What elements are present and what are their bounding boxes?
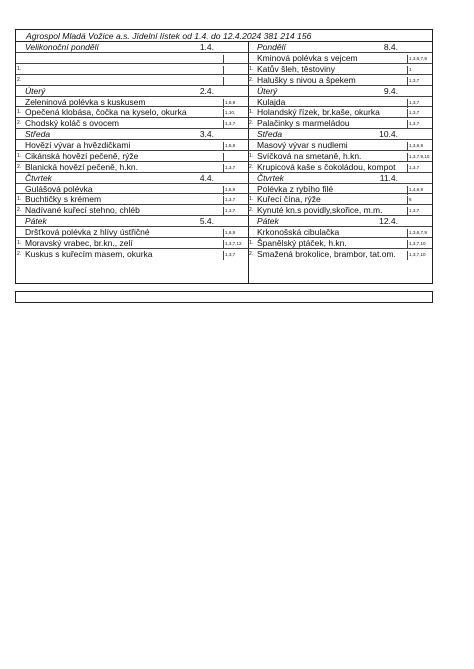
allergens: 1,3,6,7,9: [407, 229, 431, 238]
day-name: Úterý: [257, 85, 278, 96]
allergens: [223, 55, 247, 64]
allergens: 1,6,9: [223, 142, 247, 151]
dish-number: 2.: [249, 120, 254, 127]
day-header-row: [248, 42, 432, 53]
menu-item-row: [248, 64, 432, 75]
dish-name: Španělský ptáček, h.kn.: [257, 237, 347, 248]
allergens: 1,3,7: [407, 99, 431, 108]
dish-number: 2.: [17, 207, 22, 214]
menu-item-row: [248, 118, 432, 129]
dish-name: Kuřecí čína, rýže: [257, 194, 321, 205]
day-name: Středa: [25, 129, 51, 140]
menu-item-row: [16, 194, 248, 205]
dish-name: Smažená brokolice, brambor, tat.om.: [257, 248, 396, 259]
day-name: Pondělí: [257, 42, 286, 52]
day-header-row: [16, 216, 248, 227]
menu-item-row: [16, 118, 248, 129]
menu-item-row: [248, 107, 432, 118]
menu-title: Agrospol Mladá Vožice a.s. Jídelní lístek od 1.4. do 12.4.2024 381 214 156: [16, 30, 432, 42]
menu-item-row: [248, 227, 432, 238]
dish-name: Kuskus s kuřecím masem, okurka: [25, 248, 153, 259]
day-date: 12.4.: [379, 216, 398, 227]
day-name: Pátek: [257, 216, 279, 227]
dish-name: Svíčková na smetaně, h.kn.: [257, 150, 362, 161]
dish-name: Gulášová polévka: [25, 183, 93, 194]
allergens: 1,3,7: [223, 251, 247, 260]
dish-name: Hovězí vývar a hvězdičkami: [25, 140, 131, 151]
dish-number: 2.: [249, 76, 254, 83]
dish-name: Opečená klobása, čočka na kyselo, okurka: [25, 107, 187, 118]
menu-item-row: [248, 162, 432, 173]
day-date: 2.4.: [199, 85, 214, 96]
allergens: [223, 77, 247, 86]
dish-name: Blanická hovězí pečeně, h.kn.: [25, 161, 138, 172]
allergens: 1,3,7,10: [407, 251, 431, 260]
menu-sheet: [15, 29, 433, 284]
dish-name: Krkonošská cibulačka: [257, 227, 340, 238]
allergens: 1,6,9: [223, 229, 247, 238]
menu-item-row: [248, 140, 432, 151]
allergens: 1,3,7: [223, 164, 247, 173]
dish-number: 2.: [17, 163, 22, 170]
allergens: 1,3,6,9: [407, 142, 431, 151]
allergens: 1,4,6,9: [407, 186, 431, 195]
day-date: 4.4.: [199, 172, 214, 183]
allergens: 1,3,7: [407, 120, 431, 129]
menu-item-row: [16, 97, 248, 108]
day-header-row: [248, 129, 432, 140]
day-date: 5.4.: [199, 216, 214, 227]
allergens: [223, 66, 247, 75]
menu-item-row: [248, 238, 432, 249]
dish-number: 2.: [249, 250, 254, 257]
allergens: [223, 153, 247, 162]
menu-item-row: [16, 151, 248, 162]
day-header-row: [16, 86, 248, 97]
dish-number: 2.: [17, 76, 22, 83]
menu-item-row: [16, 53, 248, 64]
day-header-row: [16, 173, 248, 184]
allergens: 1,3,7: [407, 109, 431, 118]
menu-item-row: [16, 238, 248, 249]
menu-item-row: [16, 227, 248, 238]
empty-note-box: [15, 291, 433, 303]
dish-number: 1.: [17, 109, 22, 116]
allergens: 1,3,7: [223, 196, 247, 205]
menu-item-row: [16, 184, 248, 195]
dish-name: Moravský vrabec, br.kn., zelí: [25, 237, 133, 248]
dish-name: Zeleninová polévka s kuskusem: [25, 96, 146, 107]
dish-name: Krupicová kaše s čokoládou, kompot: [257, 161, 396, 172]
allergens: 1,3,7,10: [407, 240, 431, 249]
allergens: 1,6,9: [223, 186, 247, 195]
day-date: 3.4.: [199, 129, 214, 140]
menu-item-row: [248, 249, 432, 260]
menu-item-row: [16, 162, 248, 173]
dish-number: 1.: [249, 109, 254, 116]
dish-number: 1.: [249, 196, 254, 203]
menu-item-row: [16, 140, 248, 151]
allergens: 1,10,: [223, 109, 247, 118]
dish-number: 2.: [249, 163, 254, 170]
dish-number: 1.: [249, 152, 254, 159]
dish-name: Cikánská hovězí pečeně, rýže: [25, 150, 139, 161]
allergens: 1,3,6,7,9: [407, 55, 431, 64]
menu-item-row: [16, 75, 248, 86]
allergens: 1,3,7,9,10: [407, 153, 431, 162]
day-date: 8.4.: [383, 42, 398, 52]
menu-item-row: [16, 64, 248, 75]
dish-number: 2.: [17, 120, 22, 127]
menu-item-row: [16, 205, 248, 216]
allergens: 1,3,7,12: [223, 240, 247, 249]
day-name: Čtvrtek: [25, 172, 52, 183]
dish-number: 1.: [17, 239, 22, 246]
day-date: 1.4.: [199, 42, 214, 52]
dish-name: Chodský koláč s ovocem: [25, 118, 120, 129]
day-name: Čtvrtek: [257, 172, 284, 183]
allergens: 1,3,7: [223, 120, 247, 129]
day-date: 11.4.: [379, 172, 398, 183]
dish-name: Palačinky s marmeládou: [257, 118, 350, 129]
day-date: 10.4.: [379, 129, 398, 140]
menu-item-row: [248, 97, 432, 108]
dish-number: 1.: [17, 65, 22, 72]
day-name: Pátek: [25, 216, 47, 227]
day-header-row: [248, 216, 432, 227]
dish-name: Katův šleh, těstoviny: [257, 63, 335, 74]
dish-name: Masový vývar s nudlemi: [257, 140, 348, 151]
dish-name: Kulajda: [257, 96, 286, 107]
day-name: Středa: [257, 129, 283, 140]
week-1-column: [16, 42, 249, 283]
allergens: 1,3,7: [407, 207, 431, 216]
day-name: Velikonoční pondělí: [25, 42, 99, 52]
day-header-row: [248, 86, 432, 97]
menu-item-row: [248, 194, 432, 205]
dish-name: Dršťková polévka z hlívy ústřičné: [25, 227, 150, 238]
allergens: 1,3,7: [407, 164, 431, 173]
dish-name: Polévka z rybího filé: [257, 183, 334, 194]
dish-number: 1.: [249, 239, 254, 246]
menu-item-row: [248, 75, 432, 86]
day-name: Úterý: [25, 85, 46, 96]
menu-item-row: [248, 151, 432, 162]
dish-name: Kminová polévka s vejcem: [257, 53, 358, 63]
dish-name: Nadívané kuřecí stehno, chléb: [25, 205, 140, 216]
dish-number: 1.: [249, 65, 254, 72]
dish-number: 2.: [17, 250, 22, 257]
day-date: 9.4.: [383, 85, 398, 96]
dish-number: 1.: [17, 196, 22, 203]
menu-item-row: [248, 184, 432, 195]
day-header-row: [16, 42, 248, 53]
week-2-column: [248, 42, 432, 283]
day-header-row: [248, 173, 432, 184]
dish-name: Halušky s nivou a špekem: [257, 74, 356, 85]
dish-name: Buchtičky s krémem: [25, 194, 102, 205]
menu-item-row: [248, 53, 432, 64]
allergens: 1,3,7: [223, 207, 247, 216]
dish-name: Holandský řízek, br.kaše, okurka: [257, 107, 380, 118]
dish-name: Kynuté kn.s povidly,skořice, m.m.: [257, 205, 383, 216]
allergens: 1,3,7: [407, 77, 431, 86]
allergens: 6: [407, 196, 431, 205]
allergens: 1: [407, 66, 431, 75]
menu-item-row: [16, 107, 248, 118]
menu-item-row: [248, 205, 432, 216]
day-header-row: [16, 129, 248, 140]
dish-number: 1.: [17, 152, 22, 159]
dish-number: 2.: [249, 207, 254, 214]
allergens: 1,6,9: [223, 99, 247, 108]
menu-item-row: [16, 249, 248, 260]
